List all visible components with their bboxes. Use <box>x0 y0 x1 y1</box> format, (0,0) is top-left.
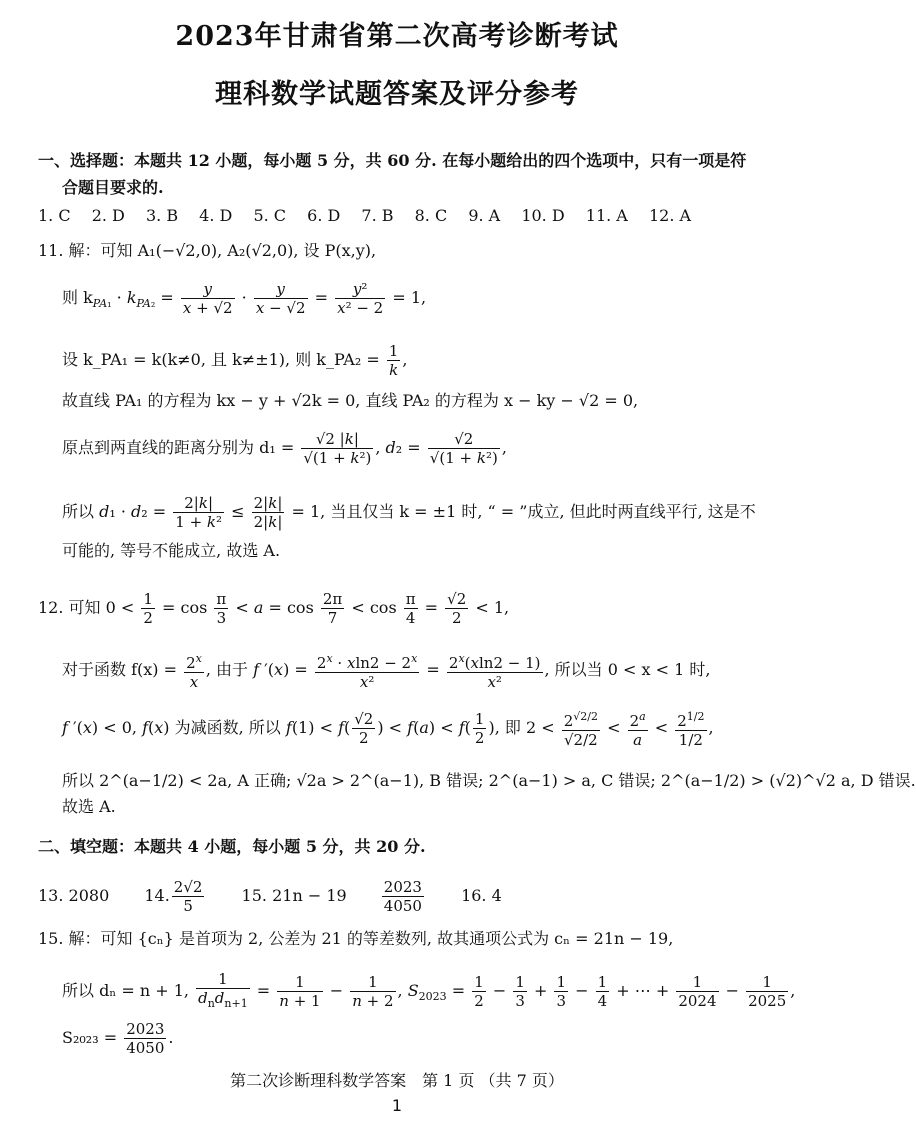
exam-title: 2023年甘肃省第二次高考诊断考试 <box>175 21 619 52</box>
q12-line-1: 12. 可知 0 < $\frac{1}{2}$ = cos $\frac{\pi}{3}$ < a = cos $\frac{2\pi}{7}$ < cos $\frac{\pi}{4}$ = $\frac{√2}{2}$ < 1, <box>38 590 510 627</box>
q15-line-2: 所以 dₙ = n + 1, $\frac{1}{d_nd_{n+1}}$ = $\frac{1}{n + 1}$ − $\frac{1}{n + 2}$ , $S_{2023}$ = $\frac{1}{2}$ − $\frac{1}{3}$ + $\frac{1}{3}$ − $\frac{1}{4}$ + ⋯ + $\frac{1}{2024}$ − $\frac{1}{2025}$ , <box>62 970 796 1010</box>
fill-answer-13: 13. 2080 <box>38 886 110 905</box>
answer-7: 7. B <box>361 206 394 225</box>
answer-11: 11. A <box>585 206 628 225</box>
q11-line-7: 可能的, 等号不能成立, 故选 A. <box>62 541 281 560</box>
q15-line-1: 15. 解：可知 {cₙ} 是首项为 2, 公差为 21 的等差数列, 故其通项公式为 cₙ = 21n − 19, <box>38 929 674 948</box>
q12-line-2: 对于函数 f(x) = $\frac{2^x}{x}$ , 由于 f ′(x) = $\frac{2^x \cdot xln2 - 2^x}{\text{x²}}$ = $\frac{2^x(xln2 - 1)}{\text{x²}}$ , 所以当 0 < x < 1 时, <box>62 652 711 691</box>
fill-answer-14: 14. $\frac{2√2}{5}$ <box>144 878 203 915</box>
answer-6: 6. D <box>307 206 341 225</box>
answer-8: 8. C <box>414 206 448 225</box>
q11-line-2: 则 $k_{PA_1} \cdot k_{PA_2}$ = $\frac{y}{x + √2}$ · $\frac{y}{x - √2}$ = $\frac{\text{y²}}{\text{x² − 2}}$ = 1, <box>62 280 427 317</box>
answer-5: 5. C <box>253 206 287 225</box>
answer-1: 1. C <box>38 206 71 225</box>
q15-line-3: S₂₀₂₃ = $\frac{2023}{4050}$ . <box>62 1020 174 1057</box>
answer-2: 2. D <box>91 206 125 225</box>
fill-answer-16: 16. 4 <box>461 886 502 905</box>
page-number: 1 <box>391 1096 403 1115</box>
q11-line-4: 故直线 PA₁ 的方程为 kx − y + √2k = 0, 直线 PA₂ 的方程为 x − ky − √2 = 0, <box>62 391 639 410</box>
q12-line-5: 故选 A. <box>62 797 116 816</box>
fill-answer-15: 15. 21n − 19 <box>241 886 347 905</box>
q11-line-6: 所以 d₁ · d₂ = $\frac{2|k|}{\text{1 + k²}}$ ≤ $\frac{2|k|}{2|k|}$ = 1, 当且仅当 k = ±1 时, “ = ”成立, 但此时两直线平行, 这是不 <box>62 494 756 531</box>
fill-answer-15b: $\frac{2023}{4050}$ <box>383 878 422 915</box>
q12-line-3: f ′(x) < 0, f(x) 为减函数, 所以 f(1) < f( $\frac{√2}{2}$ ) < f(a) < f( $\frac{1}{2}$ ), 即 2 < $\frac{2^{√2/2}}{√2/2}$ < $\frac{2^a}{a}$ < $\frac{2^{1/2}}{1/2}$ , <box>62 710 714 749</box>
page-footer: 第二次诊断理科数学答案 第 1 页 （共 7 页） <box>230 1071 564 1090</box>
q11-line-1: 11. 解：可知 A₁(−√2,0), A₂(√2,0), 设 P(x,y), <box>38 241 377 260</box>
q11-line-5: 原点到两直线的距离分别为 d₁ = $\frac{√2 |k|}{\text{√(1 + k²)}}$ , d₂ = $\frac{√2}{\text{√(1 + k²)}}$ , <box>62 430 507 467</box>
section-1-heading-cont: 合题目要求的. <box>62 178 164 197</box>
exam-subtitle: 理科数学试题答案及评分参考 <box>215 79 579 110</box>
answer-4: 4. D <box>199 206 233 225</box>
section-2-heading: 二、填空题：本题共 4 小题，每小题 5 分，共 20 分. <box>38 837 426 856</box>
section-1-heading: 一、选择题：本题共 12 小题，每小题 5 分，共 60 分. 在每小题给出的四个选项中，只有一项是符 <box>38 151 747 170</box>
q11-line-3: 设 k_PA₁ = k(k≠0, 且 k≠±1), 则 k_PA₂ = $\frac{1}{k}$ , <box>62 342 408 379</box>
q12-line-4: 所以 2^(a−1/2) < 2a, A 正确; √2a > 2^(a−1), B 错误; 2^(a−1) > a, C 错误; 2^(a−1/2) > (√2)^√2 a, D 错误. <box>62 771 916 790</box>
answer-12: 12. A <box>648 206 692 225</box>
answer-9: 9. A <box>468 206 501 225</box>
choice-answers <box>38 205 707 227</box>
answer-3: 3. B <box>145 206 179 225</box>
answer-10: 10. D <box>521 206 565 225</box>
fill-answers <box>38 878 502 915</box>
